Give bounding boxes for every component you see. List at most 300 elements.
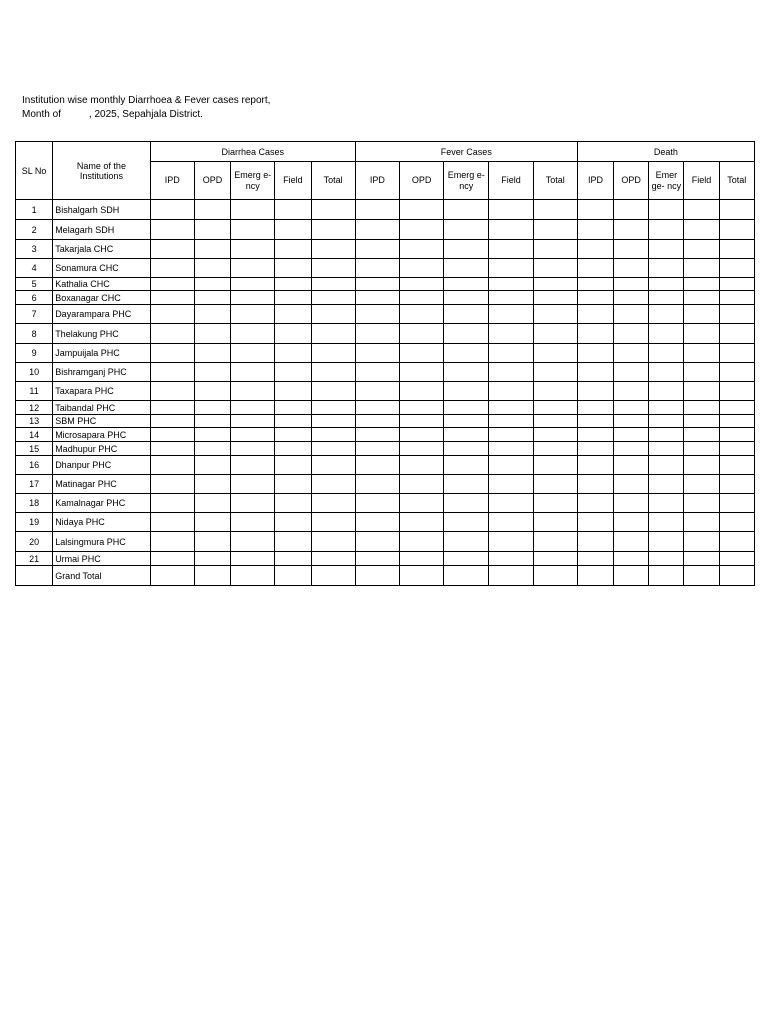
- data-cell[interactable]: [275, 259, 311, 278]
- data-cell[interactable]: [311, 344, 355, 363]
- data-cell[interactable]: [231, 382, 275, 401]
- data-cell[interactable]: [150, 324, 194, 344]
- data-cell[interactable]: [489, 259, 533, 278]
- data-cell[interactable]: [533, 456, 577, 475]
- data-cell[interactable]: [355, 278, 399, 291]
- data-cell[interactable]: [614, 240, 649, 259]
- data-cell[interactable]: [649, 552, 684, 566]
- data-cell[interactable]: [614, 456, 649, 475]
- data-cell[interactable]: [311, 428, 355, 442]
- data-cell[interactable]: [275, 456, 311, 475]
- data-cell[interactable]: [355, 475, 399, 494]
- data-cell[interactable]: [684, 513, 719, 532]
- data-cell[interactable]: [150, 382, 194, 401]
- data-cell[interactable]: [719, 442, 754, 456]
- data-cell[interactable]: [275, 344, 311, 363]
- data-cell[interactable]: [311, 305, 355, 324]
- data-cell[interactable]: [231, 363, 275, 382]
- data-cell[interactable]: [649, 513, 684, 532]
- data-cell[interactable]: [614, 513, 649, 532]
- data-cell[interactable]: [275, 442, 311, 456]
- grand-total-cell[interactable]: [533, 566, 577, 586]
- data-cell[interactable]: [489, 494, 533, 513]
- data-cell[interactable]: [719, 382, 754, 401]
- data-cell[interactable]: [275, 220, 311, 240]
- data-cell[interactable]: [444, 220, 489, 240]
- data-cell[interactable]: [489, 344, 533, 363]
- grand-total-cell[interactable]: [311, 566, 355, 586]
- data-cell[interactable]: [150, 200, 194, 220]
- data-cell[interactable]: [194, 456, 230, 475]
- data-cell[interactable]: [150, 344, 194, 363]
- data-cell[interactable]: [649, 456, 684, 475]
- grand-total-cell[interactable]: [399, 566, 443, 586]
- data-cell[interactable]: [533, 532, 577, 552]
- data-cell[interactable]: [444, 324, 489, 344]
- data-cell[interactable]: [399, 442, 443, 456]
- data-cell[interactable]: [275, 363, 311, 382]
- data-cell[interactable]: [649, 442, 684, 456]
- data-cell[interactable]: [614, 382, 649, 401]
- data-cell[interactable]: [444, 475, 489, 494]
- data-cell[interactable]: [489, 552, 533, 566]
- data-cell[interactable]: [684, 456, 719, 475]
- grand-total-cell[interactable]: [577, 566, 613, 586]
- data-cell[interactable]: [719, 278, 754, 291]
- data-cell[interactable]: [649, 278, 684, 291]
- data-cell[interactable]: [150, 475, 194, 494]
- data-cell[interactable]: [684, 428, 719, 442]
- data-cell[interactable]: [194, 220, 230, 240]
- data-cell[interactable]: [533, 415, 577, 428]
- data-cell[interactable]: [577, 382, 613, 401]
- data-cell[interactable]: [577, 552, 613, 566]
- data-cell[interactable]: [649, 401, 684, 415]
- data-cell[interactable]: [684, 291, 719, 305]
- data-cell[interactable]: [577, 532, 613, 552]
- data-cell[interactable]: [399, 494, 443, 513]
- data-cell[interactable]: [311, 401, 355, 415]
- data-cell[interactable]: [533, 382, 577, 401]
- data-cell[interactable]: [489, 363, 533, 382]
- data-cell[interactable]: [444, 291, 489, 305]
- data-cell[interactable]: [614, 305, 649, 324]
- data-cell[interactable]: [684, 324, 719, 344]
- data-cell[interactable]: [719, 456, 754, 475]
- data-cell[interactable]: [311, 324, 355, 344]
- data-cell[interactable]: [231, 278, 275, 291]
- data-cell[interactable]: [444, 428, 489, 442]
- data-cell[interactable]: [355, 291, 399, 305]
- data-cell[interactable]: [399, 428, 443, 442]
- data-cell[interactable]: [399, 382, 443, 401]
- data-cell[interactable]: [231, 220, 275, 240]
- data-cell[interactable]: [577, 278, 613, 291]
- data-cell[interactable]: [399, 513, 443, 532]
- data-cell[interactable]: [444, 401, 489, 415]
- data-cell[interactable]: [150, 240, 194, 259]
- data-cell[interactable]: [194, 382, 230, 401]
- data-cell[interactable]: [194, 494, 230, 513]
- data-cell[interactable]: [194, 240, 230, 259]
- grand-total-cell[interactable]: [194, 566, 230, 586]
- data-cell[interactable]: [489, 415, 533, 428]
- data-cell[interactable]: [150, 363, 194, 382]
- data-cell[interactable]: [231, 442, 275, 456]
- data-cell[interactable]: [533, 278, 577, 291]
- data-cell[interactable]: [355, 415, 399, 428]
- data-cell[interactable]: [231, 324, 275, 344]
- data-cell[interactable]: [275, 324, 311, 344]
- data-cell[interactable]: [231, 200, 275, 220]
- data-cell[interactable]: [231, 344, 275, 363]
- data-cell[interactable]: [684, 475, 719, 494]
- data-cell[interactable]: [194, 344, 230, 363]
- grand-total-cell[interactable]: [231, 566, 275, 586]
- data-cell[interactable]: [444, 344, 489, 363]
- data-cell[interactable]: [194, 532, 230, 552]
- data-cell[interactable]: [194, 363, 230, 382]
- data-cell[interactable]: [444, 442, 489, 456]
- data-cell[interactable]: [311, 415, 355, 428]
- data-cell[interactable]: [649, 475, 684, 494]
- data-cell[interactable]: [533, 428, 577, 442]
- data-cell[interactable]: [194, 415, 230, 428]
- data-cell[interactable]: [719, 401, 754, 415]
- data-cell[interactable]: [489, 513, 533, 532]
- data-cell[interactable]: [684, 344, 719, 363]
- data-cell[interactable]: [150, 291, 194, 305]
- data-cell[interactable]: [399, 532, 443, 552]
- data-cell[interactable]: [275, 291, 311, 305]
- data-cell[interactable]: [533, 552, 577, 566]
- data-cell[interactable]: [684, 532, 719, 552]
- data-cell[interactable]: [311, 513, 355, 532]
- data-cell[interactable]: [649, 220, 684, 240]
- data-cell[interactable]: [311, 220, 355, 240]
- data-cell[interactable]: [194, 324, 230, 344]
- data-cell[interactable]: [533, 324, 577, 344]
- data-cell[interactable]: [719, 532, 754, 552]
- data-cell[interactable]: [311, 363, 355, 382]
- grand-total-cell[interactable]: [444, 566, 489, 586]
- data-cell[interactable]: [231, 291, 275, 305]
- data-cell[interactable]: [577, 200, 613, 220]
- data-cell[interactable]: [311, 532, 355, 552]
- data-cell[interactable]: [150, 415, 194, 428]
- data-cell[interactable]: [311, 442, 355, 456]
- data-cell[interactable]: [355, 344, 399, 363]
- data-cell[interactable]: [577, 240, 613, 259]
- data-cell[interactable]: [719, 200, 754, 220]
- data-cell[interactable]: [399, 344, 443, 363]
- data-cell[interactable]: [614, 401, 649, 415]
- data-cell[interactable]: [577, 291, 613, 305]
- data-cell[interactable]: [577, 259, 613, 278]
- data-cell[interactable]: [489, 442, 533, 456]
- data-cell[interactable]: [719, 363, 754, 382]
- data-cell[interactable]: [150, 401, 194, 415]
- data-cell[interactable]: [614, 291, 649, 305]
- data-cell[interactable]: [399, 363, 443, 382]
- data-cell[interactable]: [194, 513, 230, 532]
- grand-total-cell[interactable]: [275, 566, 311, 586]
- data-cell[interactable]: [399, 291, 443, 305]
- data-cell[interactable]: [684, 494, 719, 513]
- data-cell[interactable]: [649, 324, 684, 344]
- grand-total-cell[interactable]: [614, 566, 649, 586]
- data-cell[interactable]: [150, 442, 194, 456]
- grand-total-cell[interactable]: [355, 566, 399, 586]
- data-cell[interactable]: [444, 494, 489, 513]
- data-cell[interactable]: [649, 532, 684, 552]
- data-cell[interactable]: [275, 401, 311, 415]
- data-cell[interactable]: [577, 415, 613, 428]
- data-cell[interactable]: [533, 442, 577, 456]
- data-cell[interactable]: [150, 259, 194, 278]
- data-cell[interactable]: [719, 415, 754, 428]
- data-cell[interactable]: [194, 428, 230, 442]
- data-cell[interactable]: [444, 456, 489, 475]
- data-cell[interactable]: [150, 220, 194, 240]
- data-cell[interactable]: [444, 382, 489, 401]
- data-cell[interactable]: [150, 494, 194, 513]
- data-cell[interactable]: [231, 401, 275, 415]
- data-cell[interactable]: [684, 259, 719, 278]
- data-cell[interactable]: [355, 259, 399, 278]
- data-cell[interactable]: [194, 200, 230, 220]
- data-cell[interactable]: [489, 291, 533, 305]
- data-cell[interactable]: [399, 401, 443, 415]
- data-cell[interactable]: [444, 415, 489, 428]
- data-cell[interactable]: [311, 278, 355, 291]
- data-cell[interactable]: [311, 259, 355, 278]
- data-cell[interactable]: [355, 200, 399, 220]
- data-cell[interactable]: [150, 305, 194, 324]
- data-cell[interactable]: [355, 552, 399, 566]
- data-cell[interactable]: [649, 415, 684, 428]
- data-cell[interactable]: [231, 475, 275, 494]
- data-cell[interactable]: [355, 442, 399, 456]
- data-cell[interactable]: [275, 428, 311, 442]
- data-cell[interactable]: [444, 240, 489, 259]
- data-cell[interactable]: [489, 475, 533, 494]
- data-cell[interactable]: [577, 442, 613, 456]
- data-cell[interactable]: [194, 401, 230, 415]
- data-cell[interactable]: [444, 363, 489, 382]
- data-cell[interactable]: [399, 240, 443, 259]
- data-cell[interactable]: [355, 240, 399, 259]
- data-cell[interactable]: [355, 428, 399, 442]
- data-cell[interactable]: [275, 305, 311, 324]
- data-cell[interactable]: [577, 475, 613, 494]
- data-cell[interactable]: [275, 475, 311, 494]
- data-cell[interactable]: [194, 305, 230, 324]
- data-cell[interactable]: [231, 415, 275, 428]
- data-cell[interactable]: [533, 513, 577, 532]
- data-cell[interactable]: [577, 220, 613, 240]
- data-cell[interactable]: [150, 513, 194, 532]
- data-cell[interactable]: [649, 428, 684, 442]
- data-cell[interactable]: [649, 382, 684, 401]
- data-cell[interactable]: [355, 220, 399, 240]
- data-cell[interactable]: [614, 532, 649, 552]
- grand-total-cell[interactable]: [649, 566, 684, 586]
- data-cell[interactable]: [311, 240, 355, 259]
- data-cell[interactable]: [275, 552, 311, 566]
- data-cell[interactable]: [231, 513, 275, 532]
- data-cell[interactable]: [684, 382, 719, 401]
- data-cell[interactable]: [719, 324, 754, 344]
- data-cell[interactable]: [150, 428, 194, 442]
- data-cell[interactable]: [577, 363, 613, 382]
- data-cell[interactable]: [614, 220, 649, 240]
- data-cell[interactable]: [684, 552, 719, 566]
- data-cell[interactable]: [355, 324, 399, 344]
- data-cell[interactable]: [489, 324, 533, 344]
- data-cell[interactable]: [311, 382, 355, 401]
- data-cell[interactable]: [719, 305, 754, 324]
- data-cell[interactable]: [649, 200, 684, 220]
- data-cell[interactable]: [194, 552, 230, 566]
- data-cell[interactable]: [577, 428, 613, 442]
- data-cell[interactable]: [311, 475, 355, 494]
- data-cell[interactable]: [684, 278, 719, 291]
- data-cell[interactable]: [719, 240, 754, 259]
- data-cell[interactable]: [444, 200, 489, 220]
- data-cell[interactable]: [719, 494, 754, 513]
- data-cell[interactable]: [719, 259, 754, 278]
- data-cell[interactable]: [444, 532, 489, 552]
- data-cell[interactable]: [231, 532, 275, 552]
- data-cell[interactable]: [614, 324, 649, 344]
- data-cell[interactable]: [194, 291, 230, 305]
- data-cell[interactable]: [399, 259, 443, 278]
- data-cell[interactable]: [489, 456, 533, 475]
- data-cell[interactable]: [399, 475, 443, 494]
- data-cell[interactable]: [444, 305, 489, 324]
- data-cell[interactable]: [614, 200, 649, 220]
- grand-total-cell[interactable]: [684, 566, 719, 586]
- data-cell[interactable]: [399, 456, 443, 475]
- data-cell[interactable]: [649, 363, 684, 382]
- data-cell[interactable]: [649, 305, 684, 324]
- data-cell[interactable]: [311, 456, 355, 475]
- data-cell[interactable]: [399, 415, 443, 428]
- data-cell[interactable]: [399, 552, 443, 566]
- data-cell[interactable]: [614, 415, 649, 428]
- data-cell[interactable]: [684, 363, 719, 382]
- data-cell[interactable]: [533, 475, 577, 494]
- data-cell[interactable]: [399, 200, 443, 220]
- data-cell[interactable]: [489, 532, 533, 552]
- data-cell[interactable]: [614, 278, 649, 291]
- data-cell[interactable]: [533, 363, 577, 382]
- data-cell[interactable]: [489, 305, 533, 324]
- data-cell[interactable]: [231, 305, 275, 324]
- data-cell[interactable]: [719, 291, 754, 305]
- grand-total-cell[interactable]: [489, 566, 533, 586]
- data-cell[interactable]: [489, 220, 533, 240]
- data-cell[interactable]: [231, 494, 275, 513]
- data-cell[interactable]: [719, 344, 754, 363]
- data-cell[interactable]: [684, 415, 719, 428]
- data-cell[interactable]: [577, 456, 613, 475]
- data-cell[interactable]: [194, 278, 230, 291]
- data-cell[interactable]: [649, 494, 684, 513]
- data-cell[interactable]: [533, 494, 577, 513]
- data-cell[interactable]: [684, 220, 719, 240]
- data-cell[interactable]: [311, 494, 355, 513]
- data-cell[interactable]: [311, 552, 355, 566]
- data-cell[interactable]: [489, 401, 533, 415]
- data-cell[interactable]: [649, 344, 684, 363]
- data-cell[interactable]: [533, 305, 577, 324]
- data-cell[interactable]: [614, 442, 649, 456]
- data-cell[interactable]: [533, 401, 577, 415]
- data-cell[interactable]: [399, 305, 443, 324]
- data-cell[interactable]: [399, 220, 443, 240]
- data-cell[interactable]: [231, 456, 275, 475]
- data-cell[interactable]: [614, 259, 649, 278]
- data-cell[interactable]: [444, 259, 489, 278]
- data-cell[interactable]: [355, 456, 399, 475]
- data-cell[interactable]: [275, 415, 311, 428]
- data-cell[interactable]: [231, 259, 275, 278]
- data-cell[interactable]: [684, 200, 719, 220]
- data-cell[interactable]: [355, 532, 399, 552]
- data-cell[interactable]: [533, 259, 577, 278]
- data-cell[interactable]: [577, 513, 613, 532]
- data-cell[interactable]: [614, 494, 649, 513]
- data-cell[interactable]: [649, 240, 684, 259]
- data-cell[interactable]: [533, 344, 577, 363]
- data-cell[interactable]: [355, 401, 399, 415]
- data-cell[interactable]: [719, 475, 754, 494]
- data-cell[interactable]: [399, 324, 443, 344]
- data-cell[interactable]: [614, 428, 649, 442]
- data-cell[interactable]: [533, 291, 577, 305]
- data-cell[interactable]: [444, 552, 489, 566]
- data-cell[interactable]: [355, 494, 399, 513]
- data-cell[interactable]: [719, 428, 754, 442]
- data-cell[interactable]: [355, 363, 399, 382]
- data-cell[interactable]: [231, 552, 275, 566]
- data-cell[interactable]: [489, 428, 533, 442]
- data-cell[interactable]: [489, 240, 533, 259]
- data-cell[interactable]: [684, 305, 719, 324]
- data-cell[interactable]: [355, 305, 399, 324]
- data-cell[interactable]: [684, 401, 719, 415]
- data-cell[interactable]: [577, 344, 613, 363]
- data-cell[interactable]: [614, 363, 649, 382]
- data-cell[interactable]: [614, 552, 649, 566]
- data-cell[interactable]: [649, 259, 684, 278]
- data-cell[interactable]: [719, 220, 754, 240]
- data-cell[interactable]: [614, 475, 649, 494]
- data-cell[interactable]: [194, 475, 230, 494]
- data-cell[interactable]: [275, 278, 311, 291]
- data-cell[interactable]: [614, 344, 649, 363]
- data-cell[interactable]: [150, 552, 194, 566]
- data-cell[interactable]: [275, 532, 311, 552]
- data-cell[interactable]: [577, 305, 613, 324]
- data-cell[interactable]: [533, 220, 577, 240]
- data-cell[interactable]: [684, 442, 719, 456]
- grand-total-cell[interactable]: [150, 566, 194, 586]
- data-cell[interactable]: [649, 291, 684, 305]
- data-cell[interactable]: [275, 240, 311, 259]
